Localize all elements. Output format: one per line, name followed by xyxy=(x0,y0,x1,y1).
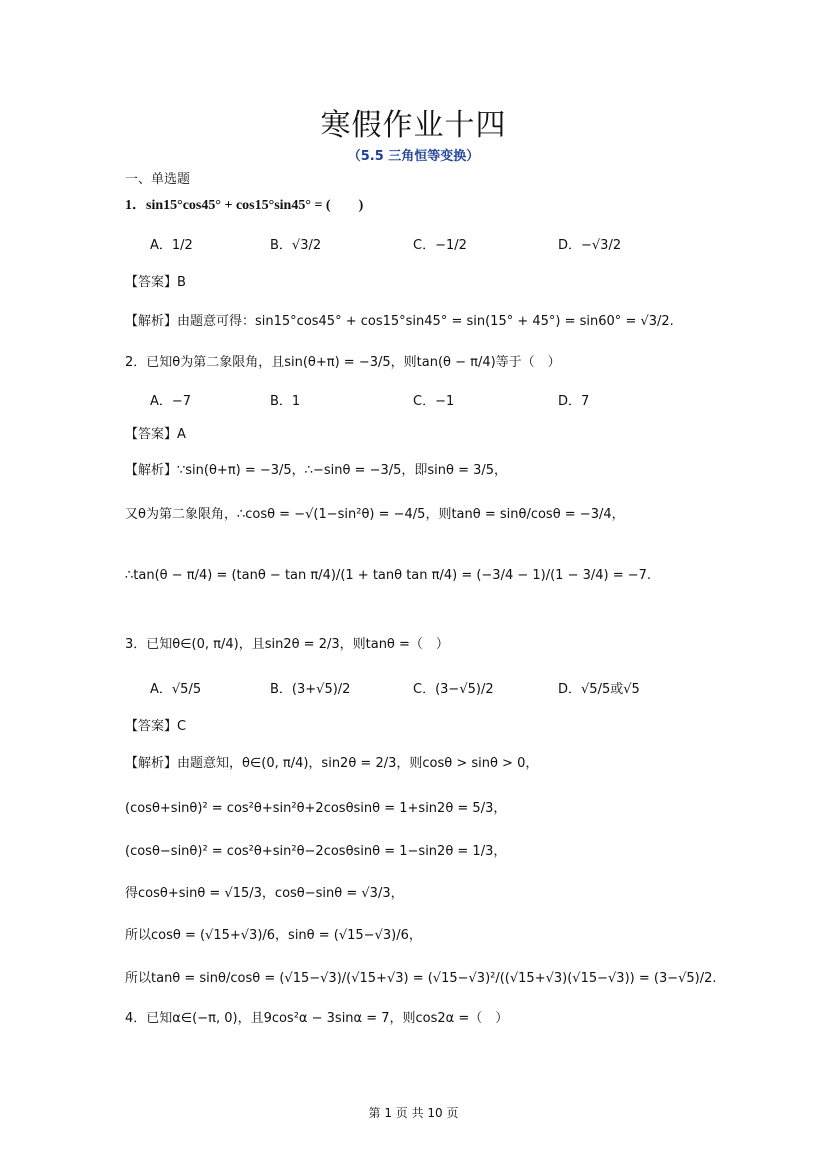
q1-option-d: D．−√3/2 xyxy=(558,238,622,253)
q3-stem: 3．已知θ∈(0, π/4)，且sin2θ = 2/3，则tanθ =（ ） xyxy=(125,637,449,652)
q4-stem: 4．已知α∈(−π, 0)，且9cos²α − 3sinα = 7，则cos2α =（ ） xyxy=(125,1011,509,1026)
q3-analysis-line1: 【解析】由题意知，θ∈(0, π/4)，sin2θ = 2/3，则cosθ > sinθ > 0， xyxy=(125,756,539,771)
q3-option-c: C．(3−√5)/2 xyxy=(413,682,494,697)
q3-option-a: A．√5/5 xyxy=(150,682,202,697)
page-footer: 第 1 页 共 10 页 xyxy=(368,1106,459,1120)
q3-analysis-line4: 得cosθ+sinθ = √15/3，cosθ−sinθ = √3/3， xyxy=(125,886,404,901)
q2-option-a: A．−7 xyxy=(150,394,192,409)
section-heading: 一、单选题 xyxy=(125,172,191,187)
q3-option-b: B．(3+√5)/2 xyxy=(270,682,351,697)
q3-analysis-line2: (cosθ+sinθ)² = cos²θ+sin²θ+2cosθsinθ = 1+sin2θ = 5/3， xyxy=(125,801,507,816)
q1-analysis: 【解析】由题意可得：sin15°cos45° + cos15°sin45° = sin(15° + 45°) = sin60° = √3/2. xyxy=(125,314,674,329)
q1-option-c: C．−1/2 xyxy=(413,238,467,253)
q1-option-a: A．1/2 xyxy=(150,238,193,253)
q2-analysis-line3: ∴tan(θ − π/4) = (tanθ − tan π/4)/(1 + tanθ tan π/4) = (−3/4 − 1)/(1 − 3/4) = −7. xyxy=(125,568,652,583)
q1-answer: 【答案】B xyxy=(125,275,186,290)
q3-analysis-line5: 所以cosθ = (√15+√3)/6，sinθ = (√15−√3)/6， xyxy=(125,928,422,943)
q3-analysis-line3: (cosθ−sinθ)² = cos²θ+sin²θ−2cosθsinθ = 1−sin2θ = 1/3， xyxy=(125,844,507,859)
q1-option-b: B．√3/2 xyxy=(270,238,322,253)
q2-option-d: D．7 xyxy=(558,394,590,409)
q3-answer: 【答案】C xyxy=(125,719,187,734)
q3-analysis-line6: 所以tanθ = sinθ/cosθ = (√15−√3)/(√15+√3) = (√15−√3)²/((√15+√3)(√15−√3)) = (3−√5)/2. xyxy=(125,971,717,986)
page-subtitle: （5.5 三角恒等变换） xyxy=(347,149,480,164)
q1-stem: 1．sin15°cos45° + cos15°sin45° = ( ) xyxy=(125,198,364,213)
q2-analysis-line2: 又θ为第二象限角，∴cosθ = −√(1−sin²θ) = −4/5，则tanθ = sinθ/cosθ = −3/4， xyxy=(125,507,625,522)
q2-option-c: C．−1 xyxy=(413,394,455,409)
q2-option-b: B．1 xyxy=(270,394,301,409)
q3-option-d: D．√5/5或√5 xyxy=(558,682,640,697)
page-title: 寒假作业十四 xyxy=(320,108,507,143)
q2-stem: 2．已知θ为第二象限角，且sin(θ+π) = −3/5，则tan(θ − π/4)等于（ ） xyxy=(125,355,561,370)
q2-answer: 【答案】A xyxy=(125,427,186,442)
q2-analysis-line1: 【解析】∵sin(θ+π) = −3/5，∴−sinθ = −3/5，即sinθ = 3/5， xyxy=(125,463,508,478)
